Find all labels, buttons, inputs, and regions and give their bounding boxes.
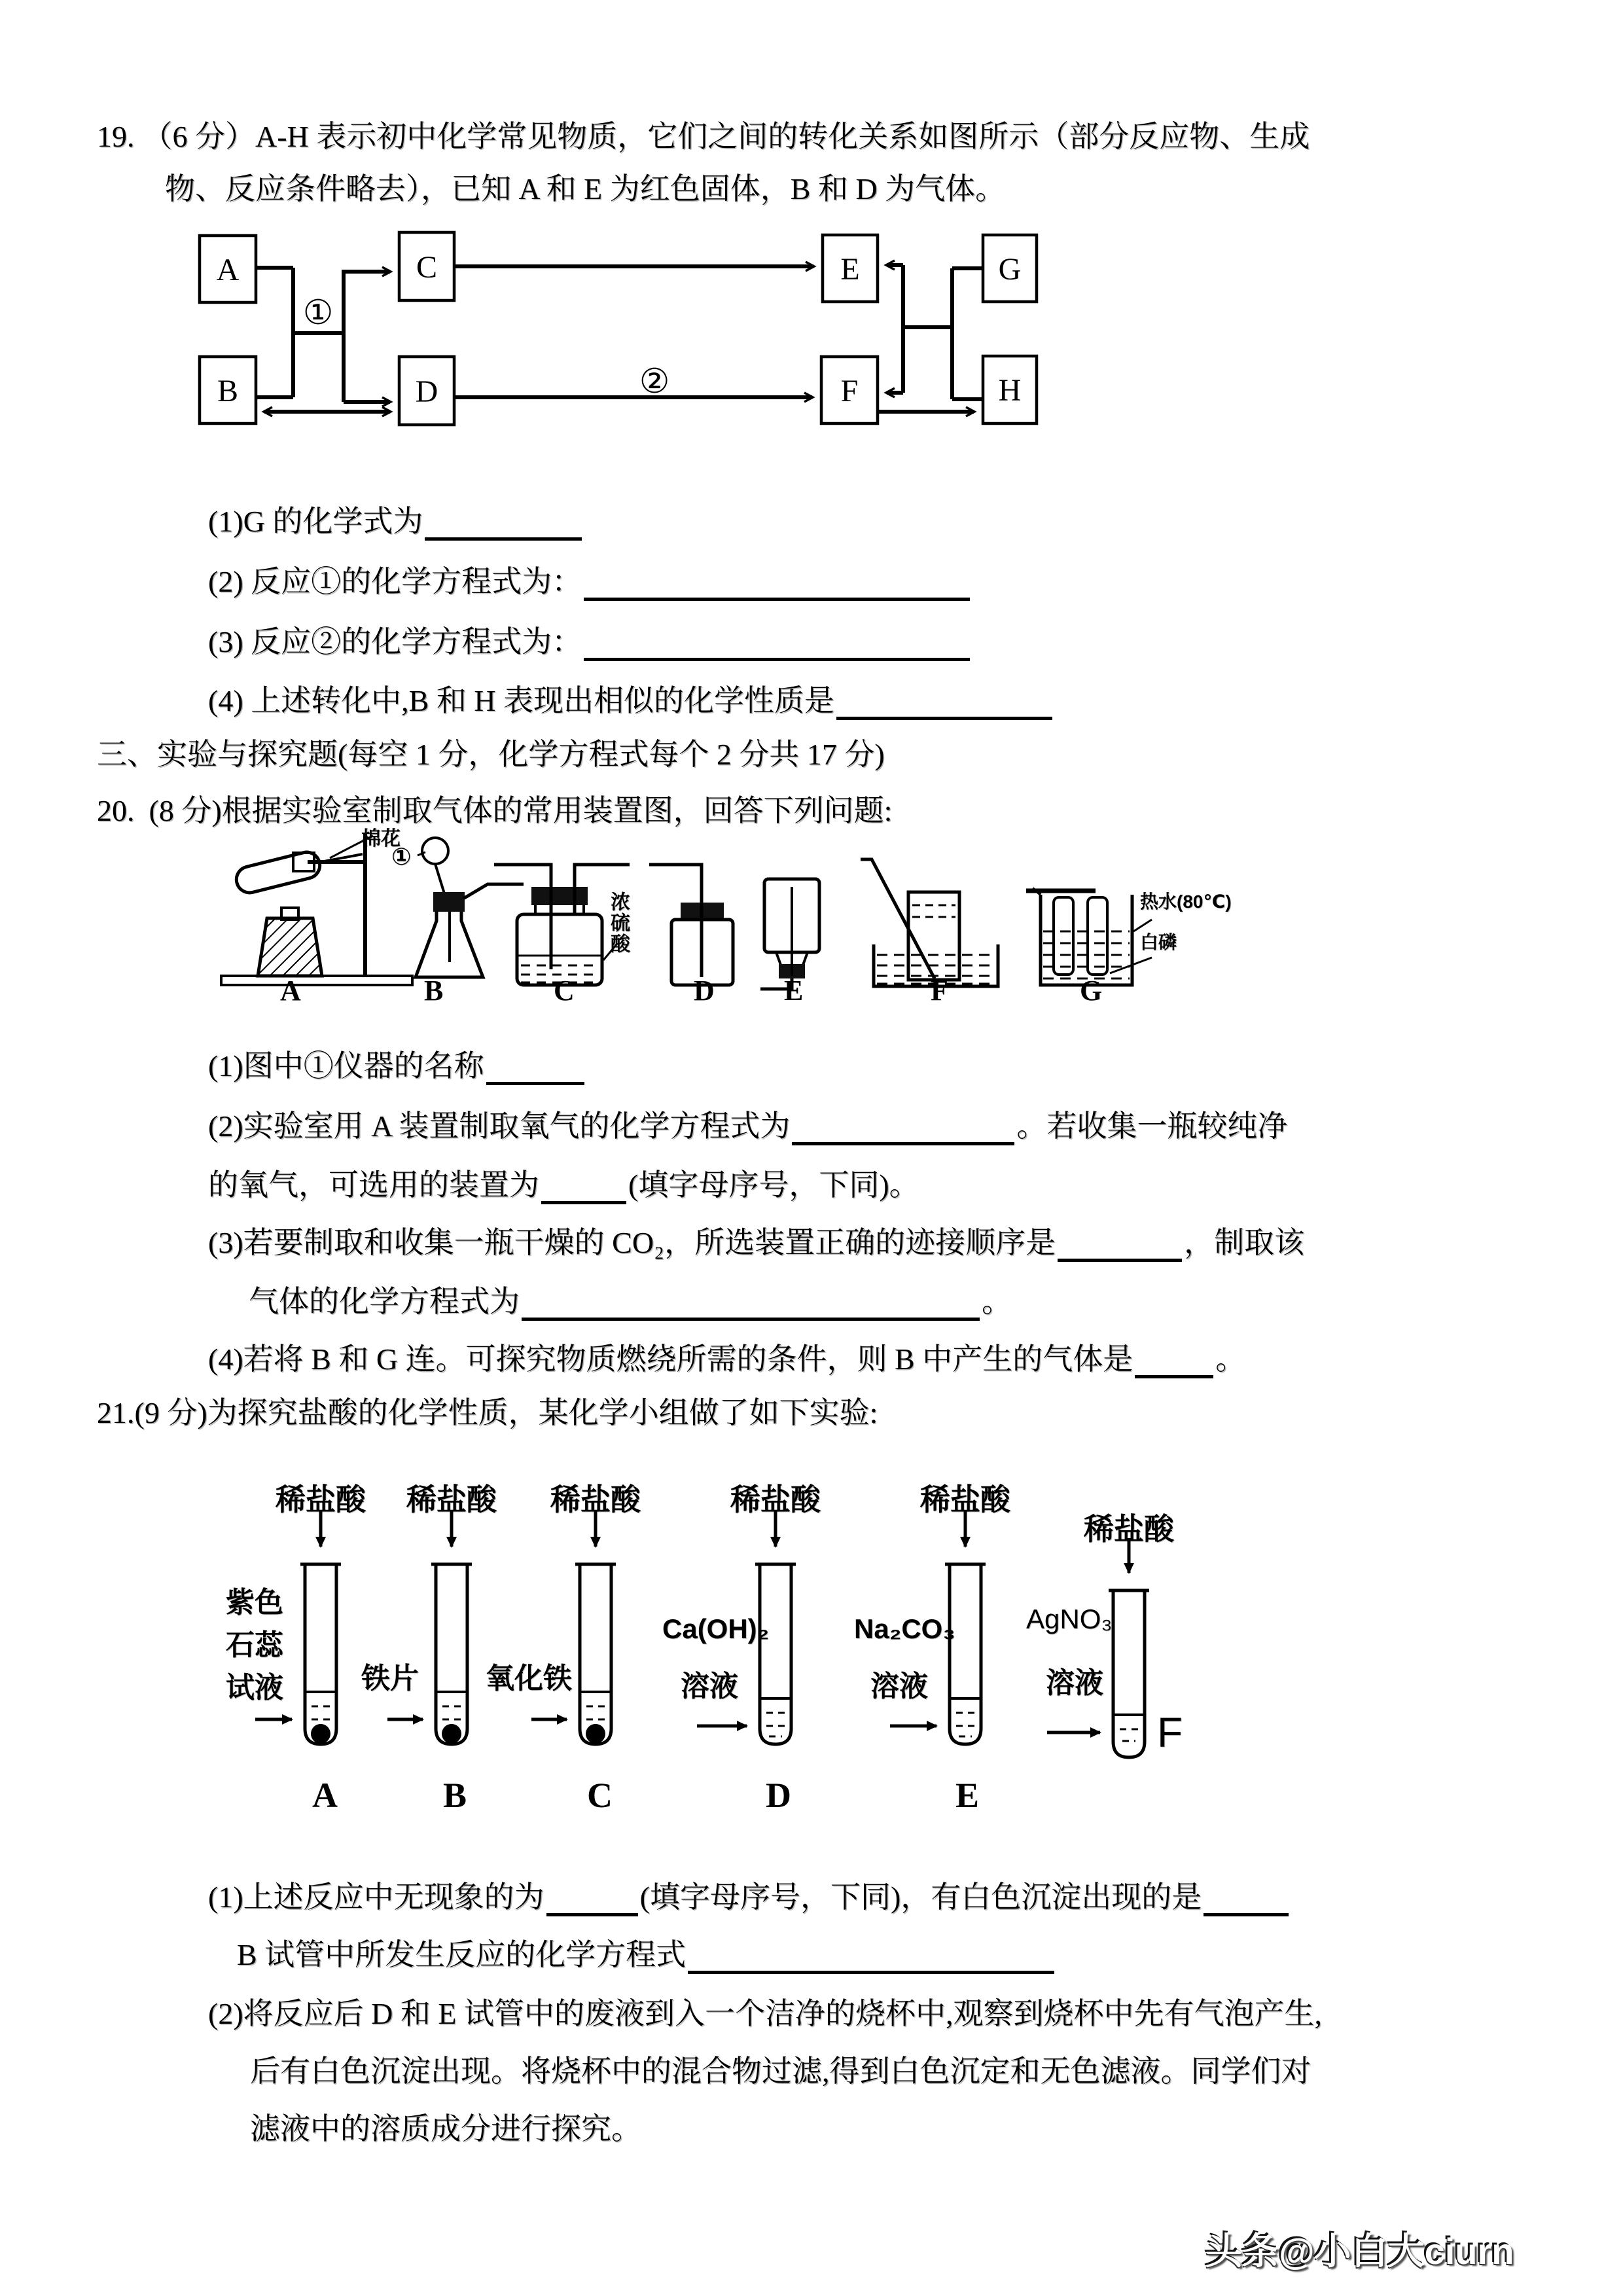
apparatus-a-heating-setup [221,833,412,985]
transformation-diagram [196,230,1080,456]
answer-blank [584,627,970,661]
toutiao-watermark: 头条@小白大ciurn [1205,2231,1514,2272]
iron-label: 铁片 [361,1662,419,1695]
acid-label-d: 稀盐酸 [730,1482,821,1516]
q20-sub-1: (1)图中①仪器的名称 [208,1042,586,1085]
q21-stem: 21.(9 分)为探究盐酸的化学性质，某化学小组做了如下实验: [97,1396,878,1429]
q19-stem-line1 [97,113,1310,156]
inner-test-tube [1088,897,1107,975]
tube-b [436,1564,467,1744]
burner [258,918,322,976]
answer-blank [546,1882,638,1916]
q19-sub-3: (3) 反应②的化学方程式为： [208,618,972,661]
box-e-letter: E [840,252,860,287]
box-b-letter: B [217,374,239,408]
answer-blank [836,686,1052,720]
solution-label-d: 溶液 [681,1670,738,1702]
q19-number: 19. [97,120,135,153]
answer-blank [1058,1228,1182,1262]
tube-letter-d: D [766,1776,791,1815]
apparatus-d-collecting-bottle [649,865,733,985]
q19-stem-line2: 物、反应条件略去），已知 A 和 E 为红色固体，B 和 D 为气体。 [165,172,1006,206]
reaction-2-mark: ② [639,363,670,401]
q21-sub-1-line1: (1)上述反应中无现象的为 (填字母序号，下同)，有白色沉淀出现的是 [208,1873,1291,1916]
apparatus-letter-f: F [931,975,948,1007]
diagram-letters [217,250,1022,409]
sodium-carbonate-label: Na₂CO₃ [854,1613,955,1644]
section-3-header: 三、实验与探究题(每空 1 分，化学方程式每个 2 分共 17 分) [97,738,885,771]
q20-sub-2-line2: 的氧气，可选用的装置为 (填字母序号，下同)。 [208,1161,919,1204]
funnel-mark-label: ① [391,843,412,870]
q20-sub-3-line1: (3)若要制取和收集一瓶干燥的 CO₂，所选装置正确的迹接顺序是 ，制取该 [208,1219,1304,1262]
answer-blank [425,507,582,541]
q21-sub-2-line2: 后有白色沉淀出现。将烧杯中的混合物过滤,得到白色沉定和无色滤液。同学们对 [250,2054,1311,2088]
q20-number: 20. [97,794,135,827]
cotton-label: 棉花 [361,828,401,850]
litmus-label-1: 紫色 [226,1587,283,1619]
box-c-letter: C [416,250,438,285]
stopper [531,887,588,905]
answer-blank [584,567,970,601]
answer-blank [486,1051,584,1085]
silver-nitrate-label: AgNO₃ [1026,1604,1113,1634]
q19-sub-2: (2) 反应①的化学方程式为： [208,558,972,601]
tube-letter-c: C [587,1776,613,1815]
apparatus-letter-g: G [1080,975,1103,1007]
hot-water-label: 热水(80℃) [1140,891,1232,912]
delivery-tube [861,859,935,978]
box-a-letter: A [216,253,240,287]
q20-sub-2-line1: (2)实验室用 A 装置制取氧气的化学方程式为 。若收集一瓶较纯净 [208,1102,1287,1145]
white-phosphorus-label: 白磷 [1140,932,1177,952]
apparatus-e-inverted-bottle [760,879,819,989]
apparatus-letter-e: E [784,975,804,1007]
calcium-hydroxide-label: Ca(OH)₂ [662,1613,770,1644]
tube-f [1113,1590,1145,1757]
iron-oxide-label: 氧化铁 [486,1662,572,1695]
answer-blank [1204,1882,1289,1916]
apparatus-b-flask-funnel [416,838,524,977]
test-tubes [300,1564,1149,1757]
q20-sub-3-line2: 气体的化学方程式为 。 [249,1278,1012,1321]
tube-letter-b: B [443,1776,467,1815]
q19-sub-4: (4) 上述转化中,B 和 H 表现出相似的化学性质是 [208,677,1054,720]
box-f-letter: F [840,374,859,408]
solid-in-tube-b [442,1724,461,1744]
solution-label-f: 溶液 [1046,1667,1103,1699]
tube-c [580,1564,611,1744]
diagram-connectors [256,265,983,412]
acid-label-b: 稀盐酸 [406,1482,497,1516]
test-tube-figure [216,1469,1211,1823]
answer-blank [1135,1344,1213,1378]
solid-in-tube-c [586,1724,605,1744]
q21-sub-1-line2: B 试管中所发生反应的化学方程式 [237,1931,1056,1974]
apparatus-f-water-trough [861,859,998,986]
q19-sub-1: (1)G 的化学式为 [208,497,584,541]
solution-label-e: 溶液 [870,1670,928,1702]
tube-letter-e: E [955,1776,980,1815]
tube-a [305,1564,336,1744]
answer-blank [792,1111,1014,1145]
tube-letter-f: F [1157,1709,1183,1756]
q21-sub-2-line3: 滤液中的溶质成分进行探究。 [250,2112,641,2145]
q20-stem: 20. (8 分)根据实验室制取气体的常用装置图，回答下列问题: [97,794,893,827]
acid-label-e: 稀盐酸 [920,1482,1010,1516]
acid-label-c: 稀盐酸 [550,1482,641,1516]
inlet-tube [494,865,551,969]
inner-test-tube [1054,897,1073,975]
litmus-label-2: 石蕊 [226,1629,283,1661]
reaction-1-mark: ① [302,295,334,332]
tube-d [760,1564,791,1744]
answer-blank [522,1287,980,1321]
box-d-letter: D [415,374,438,409]
funnel-bulb [422,838,448,864]
apparatus-letter-a: A [280,975,301,1007]
tube-letter-a: A [312,1776,338,1815]
box-h-letter: H [998,373,1022,408]
acid-label-f: 稀盐酸 [1084,1512,1174,1546]
delivery-tube [463,884,524,899]
tube-e [950,1564,981,1744]
apparatus-letter-b: B [424,975,444,1007]
litmus-label-3: 试液 [226,1672,283,1704]
answer-blank [688,1940,1054,1974]
apparatus-letter-d: D [694,975,715,1007]
q21-sub-2-line1: (2)将反应后 D 和 E 试管中的废液到入一个洁净的烧杯中,观察到烧杯中先有气泡产生, [208,1997,1322,2030]
acid-label-a: 稀盐酸 [276,1482,366,1516]
q19-stem-text1: （6 分）A-H 表示初中化学常见物质，它们之间的转化关系如图所示（部分反应物、生成 [142,120,1310,153]
washing-liquid-label: 浓硫酸 [607,891,629,954]
box-g-letter: G [998,252,1022,287]
apparatus-letter-c: C [554,975,575,1007]
apparatus-g-beaker [1026,888,1152,985]
q20-sub-4: (4)若将 B 和 G 连。可探究物质燃绕所需的条件，则 B 中产生的气体是 。 [208,1335,1245,1378]
solid-in-tube-a [311,1724,330,1744]
q21-number: 21. [97,1396,135,1429]
answer-blank [541,1170,626,1204]
stopper [433,892,465,912]
